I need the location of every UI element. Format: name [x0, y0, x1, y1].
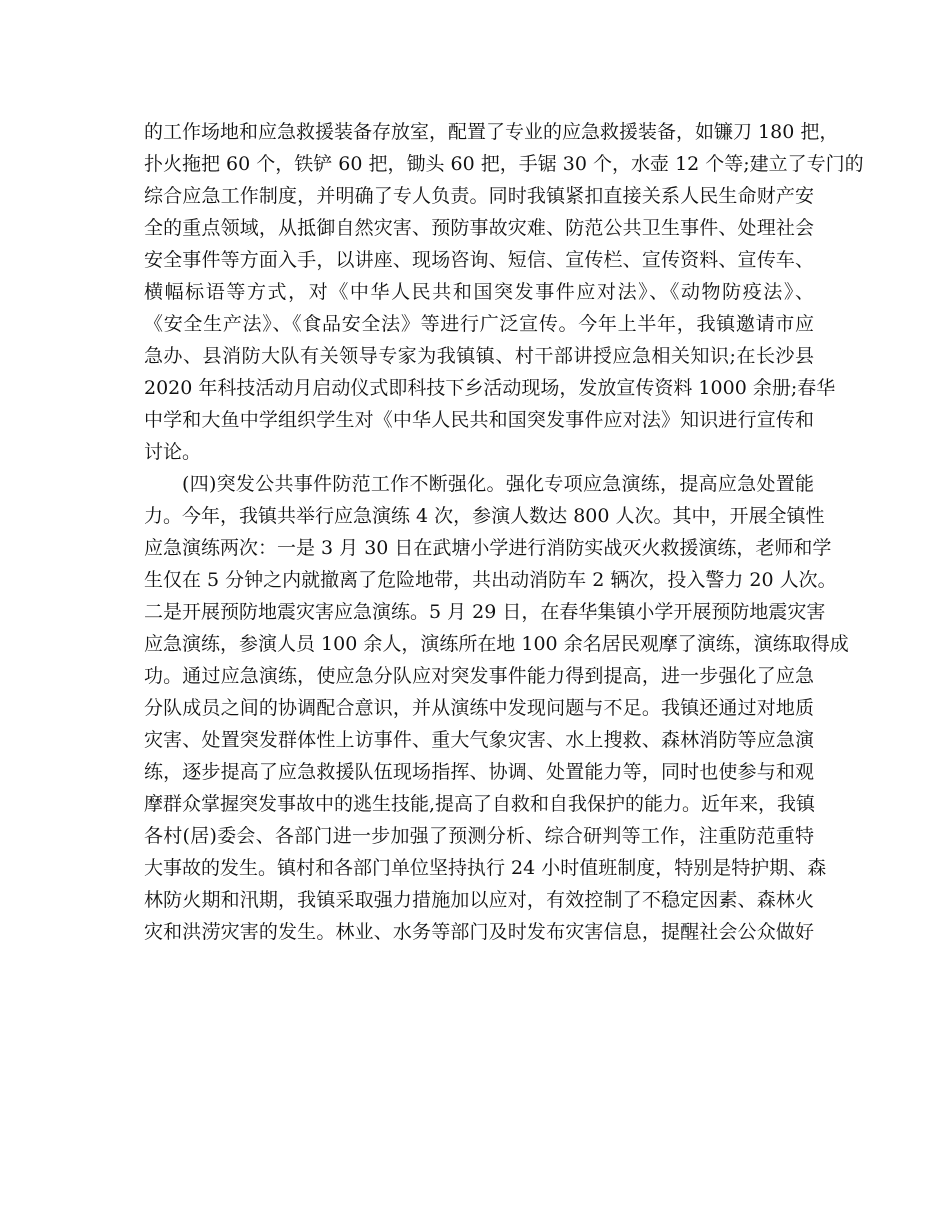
text-line: (四)突发公共事件防范工作不断强化。强化专项应急演练，提高应急处置能 — [182, 473, 814, 495]
text-line: 灾害、处置突发群体性上访事件、重大气象灾害、水上搜救、森林消防等应急演 — [144, 729, 814, 751]
text-line: 灾和洪涝灾害的发生。林业、水务等部门及时发布灾害信息，提醒社会公众做好 — [144, 921, 814, 943]
text-line: 应急演练两次：一是 3 月 30 日在武塘小学进行消防实战灭火救援演练，老师和学 — [144, 537, 832, 559]
text-line: 大事故的发生。镇村和各部门单位坚持执行 24 小时值班制度，特别是特护期、森 — [144, 857, 827, 879]
text-line: 全的重点领域，从抵御自然灾害、预防事故灾难、防范公共卫生事件、处理社会 — [144, 217, 814, 239]
text-line: 讨论。 — [144, 441, 202, 463]
text-line: 2020 年科技活动月启动仪式即科技下乡活动现场，发放宣传资料 1000 余册;春华 — [144, 377, 836, 399]
text-line: 摩群众掌握突发事故中的逃生技能,提高了自救和自我保护的能力。近年来，我镇 — [144, 793, 816, 815]
text-line: 功。通过应急演练，使应急分队应对突发事件能力得到提高，进一步强化了应急 — [144, 665, 814, 687]
text-line: 生仅在 5 分钟之内就撤离了危险地带，共出动消防车 2 辆次，投入警力 20 人次。 — [144, 569, 837, 591]
text-line: 的工作场地和应急救援装备存放室，配置了专业的应急救援装备，如镰刀 180 把， — [144, 121, 839, 143]
paragraph-2 — [144, 468, 849, 948]
text-line: 应急演练，参演人员 100 余人，演练所在地 100 余名居民观摩了演练，演练取得成 — [144, 633, 849, 655]
text-line: 《安全生产法》、《食品安全法》等进行广泛宣传。今年上半年，我镇邀请市应 — [144, 313, 814, 335]
text-line: 二是开展预防地震灾害应急演练。5 月 29 日，在春华集镇小学开展预防地震灾害 — [144, 601, 826, 623]
paragraph-1 — [144, 116, 864, 468]
text-line: 综合应急工作制度，并明确了专人负责。同时我镇紧扣直接关系人民生命财产安 — [144, 185, 814, 207]
text-line: 力。今年，我镇共举行应急演练 4 次，参演人数达 800 人次。其中，开展全镇性 — [144, 505, 825, 527]
text-line: 中学和大鱼中学组织学生对《中华人民共和国突发事件应对法》知识进行宣传和 — [144, 409, 814, 431]
text-line: 安全事件等方面入手，以讲座、现场咨询、短信、宣传栏、宣传资料、宣传车、 — [144, 249, 814, 271]
text-line: 练，逐步提高了应急救援队伍现场指挥、协调、处置能力等，同时也使参与和观 — [144, 761, 814, 783]
text-line: 分队成员之间的协调配合意识，并从演练中发现问题与不足。我镇还通过对地质 — [144, 697, 814, 719]
text-line: 横幅标语等方式，对《中华人民共和国突发事件应对法》、《动物防疫法》、 — [144, 281, 814, 303]
text-line: 扑火拖把 60 个，铁铲 60 把，锄头 60 把，手锯 30 个，水壶 12 个等;建立了专门的 — [144, 153, 864, 175]
text-line: 各村(居)委会、各部门进一步加强了预测分析、综合研判等工作，注重防范重特 — [144, 825, 814, 847]
body-text — [144, 116, 864, 948]
text-line: 林防火期和汛期，我镇采取强力措施加以应对，有效控制了不稳定因素、森林火 — [144, 889, 814, 911]
text-line: 急办、县消防大队有关领导专家为我镇镇、村干部讲授应急相关知识;在长沙县 — [144, 345, 814, 367]
